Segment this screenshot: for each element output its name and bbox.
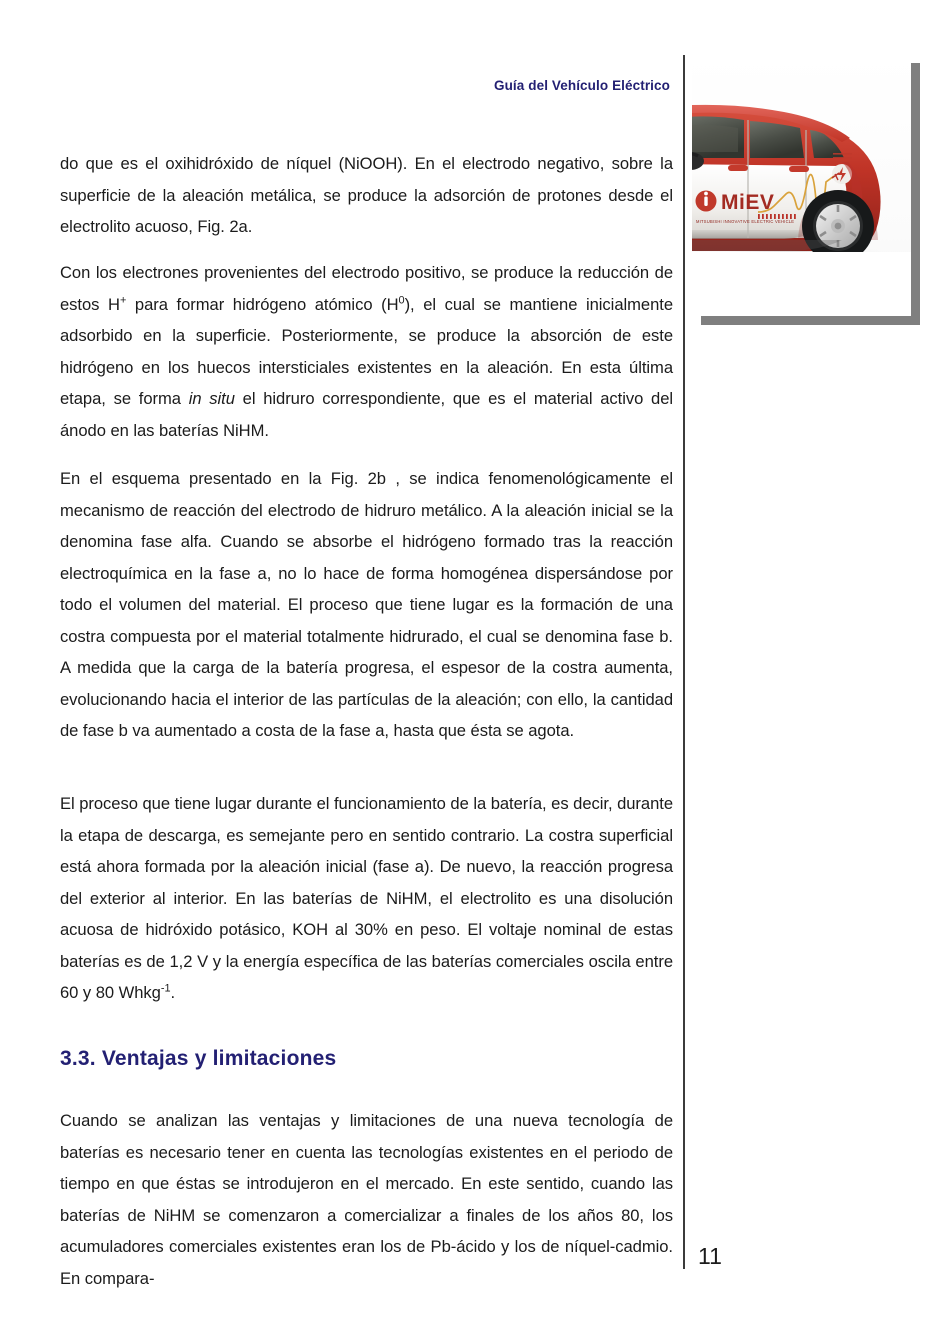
paragraph-5-text: Cuando se analizan las ventajas y limitaciones de una nueva tecnología de baterías es necesario tener en cuenta las tecnologías existentes en el periodo de tiempo en que éstas se introdujeron en el mercado. En este sentido, cuando las baterías de NiHM se comenzaron a comercializar a finales de los años 80, los acumuladores comerciales existentes eran los de Pb-ácido y los de níquel-cadmio. En compara- bbox=[60, 1111, 673, 1288]
paragraph-5 bbox=[60, 1105, 673, 1294]
svg-text:MiEV: MiEV bbox=[721, 191, 775, 214]
paragraph-4 bbox=[60, 788, 673, 1009]
i-miev-photo bbox=[692, 54, 911, 316]
running-head: Guía del Vehículo Eléctrico bbox=[493, 78, 670, 93]
superscript-plus: + bbox=[119, 293, 127, 306]
paragraph-2 bbox=[60, 257, 673, 446]
paragraph-1-text: do que es el oxihidróxido de níquel (NiOOH). En el electrodo negativo, sobre la superficie de la aleación metálica, se produce la adsorción de protones desde el electrolito acuoso, Fig. 2a. bbox=[60, 154, 673, 236]
paragraph-4-text-b: . bbox=[170, 983, 176, 1002]
paragraph-3-text: En el esquema presentado en la Fig. 2b , se indica fenomenológicamente el mecanismo de reacción del electrodo de hidruro metálico. A la aleación inicial se la denomina fase alfa. Cuando se absorbe el hidrógeno formado tras la reacción electroquímica en la fase a, no lo hace de forma homogénea dispersándose por todo el volumen del material. El proceso que tiene lugar es la formación de una costra compuesta por el material totalmente hidrurado, el cual se denomina fase b. A medida que la carga de la batería progresa, el espesor de la costra aumenta, evolucionando hacia el interior de las partículas de la aleación; con ello, la cantidad de fase b va aumentado a costa de la fase a, hasta que ésta se agota. bbox=[60, 469, 673, 740]
paragraph-2-text-a: Con los electrones provenientes del electrodo positivo, se produce la reducción de estos H bbox=[60, 263, 673, 314]
paragraph-3 bbox=[60, 463, 673, 747]
column-divider-rule bbox=[683, 55, 685, 1269]
paragraph-2-text-c: ), el cual se mantiene inicialmente adsorbido en la superficie. Posteriormente, se produce la absorción de este hidrógeno en los huecos intersticiales existentes en la aleación. En esta última etapa, se forma bbox=[60, 294, 673, 408]
svg-text:MITSUBISHI INNOVATIVE ELECTRIC: MITSUBISHI INNOVATIVE ELECTRIC VEHICLE bbox=[696, 219, 795, 224]
paragraph-2-italic-in-situ: in situ bbox=[188, 389, 235, 408]
paragraph-2-text-d: el hidruro correspondiente, que es el material activo del ánodo en las baterías NiHM. bbox=[60, 389, 674, 440]
paragraph-4-text-a: El proceso que tiene lugar durante el funcionamiento de la batería, es decir, durante la etapa de descarga, es semejante pero en sentido contrario. La costra superficial está ahora formada por la aleación inicial (fase a). De nuevo, la reacción progresa del exterior al interior. En las baterías de NiHM, el electrolito es una disolución acuosa de hidróxido potásico, KOH al 30% en peso. El voltaje nominal de estas baterías es de 1,2 V y la energía específica de las baterías comerciales oscila entre 60 y 80 Whkg bbox=[60, 794, 673, 1002]
figure-photo-container bbox=[692, 54, 911, 316]
superscript-zero: 0 bbox=[398, 293, 405, 306]
paragraph-2-text-b: para formar hidrógeno atómico (H bbox=[126, 294, 399, 314]
superscript-minus-one: -1 bbox=[160, 982, 171, 995]
page-number: 11 bbox=[698, 1243, 722, 1269]
paragraph-1 bbox=[60, 148, 673, 243]
section-heading-3-3: 3.3. Ventajas y limitaciones bbox=[60, 1047, 337, 1070]
